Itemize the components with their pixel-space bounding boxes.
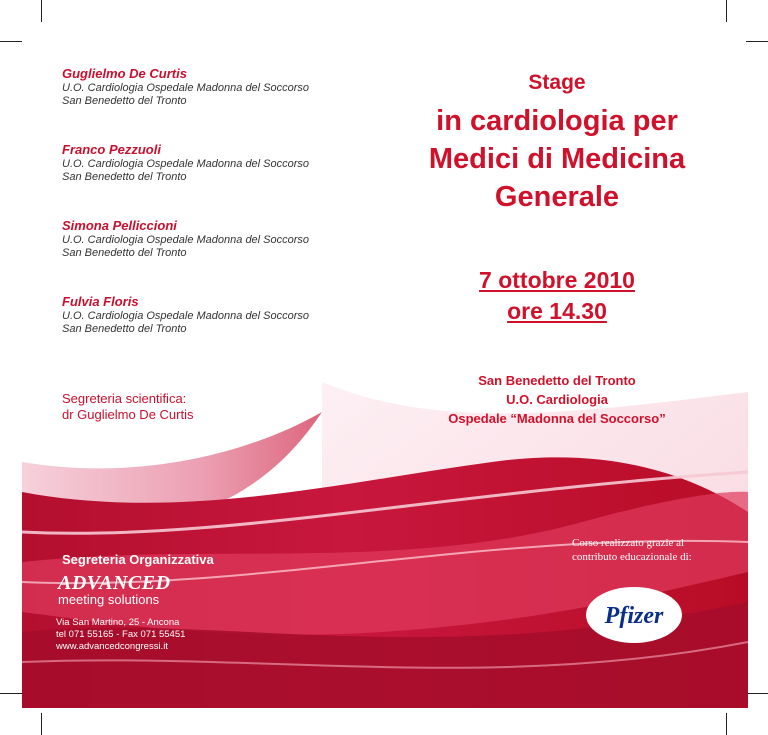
title-stage: Stage xyxy=(528,71,586,94)
title-line: Medici di Medicina xyxy=(428,143,686,175)
event-datetime xyxy=(392,265,722,327)
crop-mark xyxy=(726,713,727,735)
faculty-department: U.O. Cardiologia Ospedale Madonna del Soccorso xyxy=(62,310,310,322)
scientific-secretariat xyxy=(62,391,194,423)
venue xyxy=(392,371,722,428)
faculty-list xyxy=(62,66,362,336)
faculty-member xyxy=(62,66,362,142)
crop-mark xyxy=(746,693,768,694)
faculty-name: Guglielmo De Curtis xyxy=(62,66,187,81)
advanced-logo-tagline: meeting solutions xyxy=(58,592,160,607)
course-title xyxy=(392,68,722,216)
faculty-city: San Benedetto del Tronto xyxy=(62,247,187,259)
pfizer-logo xyxy=(585,586,683,644)
faculty-department: U.O. Cardiologia Ospedale Madonna del Soccorso xyxy=(62,158,310,170)
event-date: 7 ottobre 2010 xyxy=(479,267,635,293)
venue-hospital: Ospedale “Madonna del Soccorso” xyxy=(448,411,666,426)
faculty-department: U.O. Cardiologia Ospedale Madonna del Soccorso xyxy=(62,234,310,246)
title-line: Generale xyxy=(494,181,620,213)
crop-mark xyxy=(746,41,768,42)
faculty-member xyxy=(62,218,362,294)
faculty-department: U.O. Cardiologia Ospedale Madonna del Soccorso xyxy=(62,82,310,94)
advanced-logo-wordmark: ADVANCED xyxy=(58,572,171,594)
organizer-address: Via San Martino, 25 - Ancona xyxy=(56,617,180,628)
scientific-secretariat-name: dr Guglielmo De Curtis xyxy=(62,407,194,422)
crop-mark xyxy=(0,693,22,694)
crop-mark xyxy=(41,713,42,735)
advanced-logo xyxy=(58,572,171,607)
organizer-contact xyxy=(56,617,185,653)
organizer-website: www.advancedcongressi.it xyxy=(56,641,168,652)
crop-mark xyxy=(726,0,727,22)
faculty-name: Simona Pelliccioni xyxy=(62,218,177,233)
sponsor-note xyxy=(572,536,692,564)
faculty-member xyxy=(62,142,362,218)
scientific-secretariat-label: Segreteria scientifica: xyxy=(62,391,187,406)
organizer-phone: tel 071 55165 - Fax 071 55451 xyxy=(56,629,186,640)
venue-unit: U.O. Cardiologia xyxy=(506,392,608,407)
crop-mark xyxy=(0,41,22,42)
faculty-member xyxy=(62,294,362,336)
faculty-name: Franco Pezzuoli xyxy=(62,142,161,157)
sponsor-line: contributo educazionale di: xyxy=(572,551,692,563)
sponsor-line: Corso realizzato grazie al xyxy=(572,537,685,549)
event-time: ore 14.30 xyxy=(507,298,607,324)
faculty-city: San Benedetto del Tronto xyxy=(62,323,187,335)
faculty-city: San Benedetto del Tronto xyxy=(62,171,187,183)
title-line: in cardiologia per xyxy=(436,105,678,137)
faculty-city: San Benedetto del Tronto xyxy=(62,95,187,107)
crop-mark xyxy=(41,0,42,22)
faculty-name: Fulvia Floris xyxy=(62,294,139,309)
pfizer-logo-text: Pfizer xyxy=(604,603,664,629)
venue-city: San Benedetto del Tronto xyxy=(478,373,636,388)
organizing-secretariat-label: Segreteria Organizzativa xyxy=(62,552,214,567)
